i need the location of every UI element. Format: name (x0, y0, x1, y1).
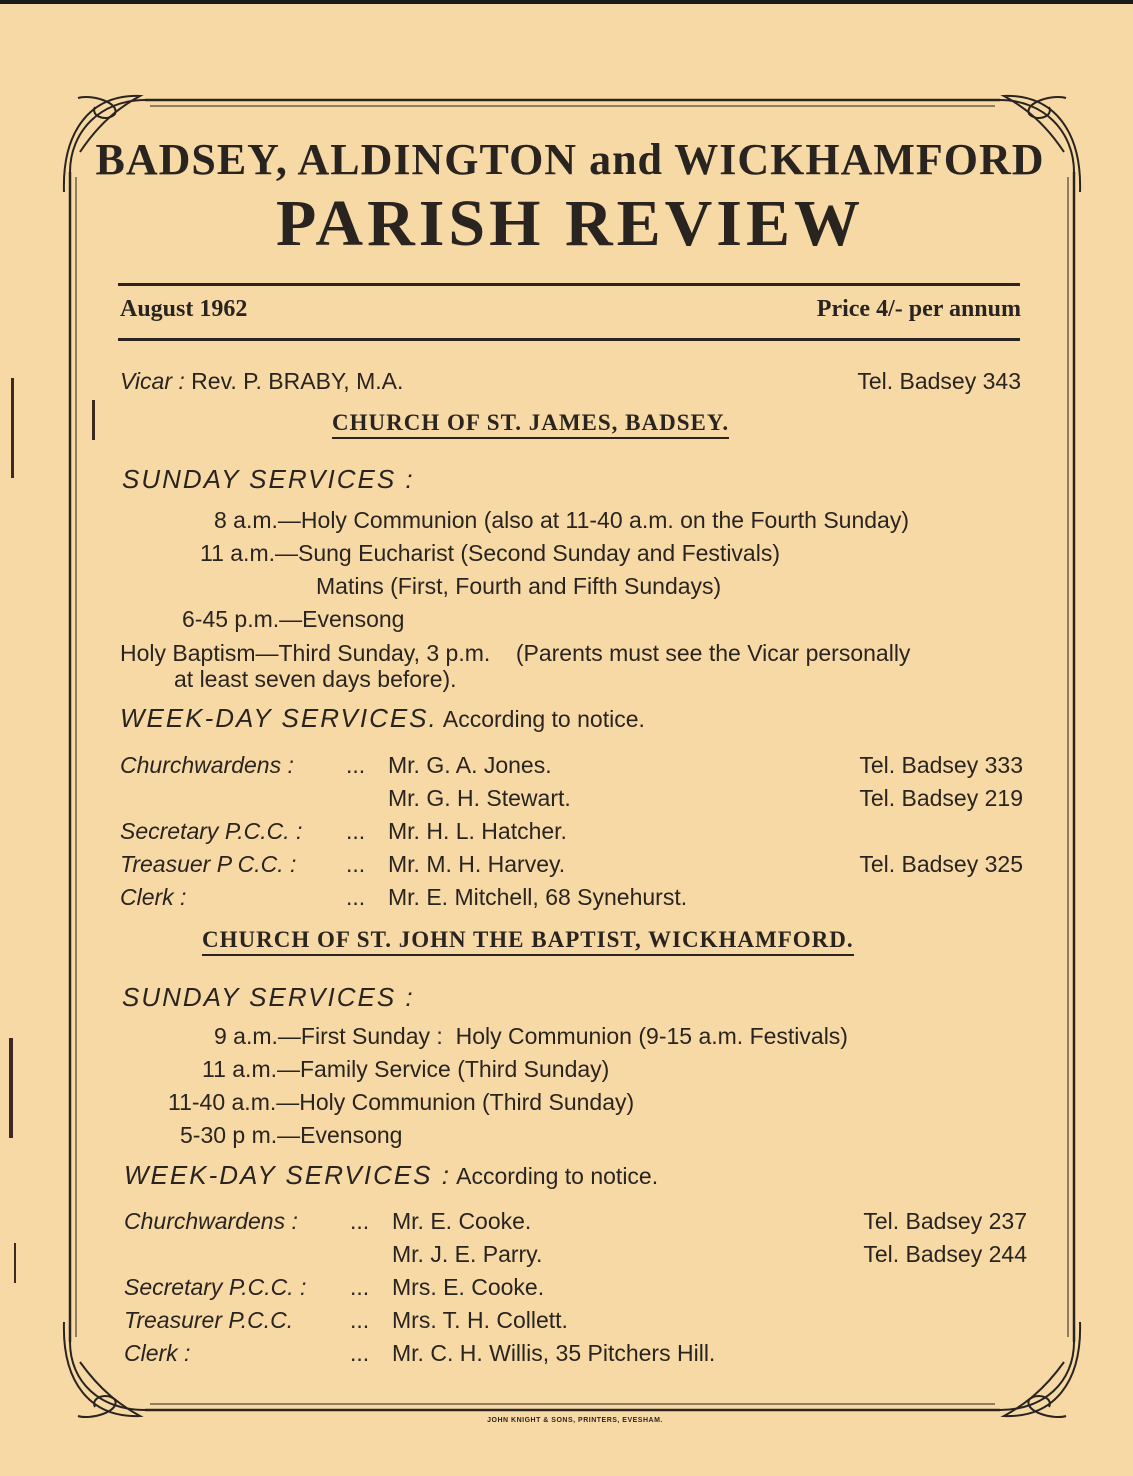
badsey-officer-name: Mr. G. H. Stewart. (388, 785, 571, 811)
badsey-officer-role: Secretary P.C.C. : (120, 818, 303, 844)
wickhamford-officer-name: Mr. C. H. Willis, 35 Pitchers Hill. (392, 1340, 716, 1366)
badsey-church-heading: CHURCH OF ST. JAMES, BADSEY. (332, 410, 729, 439)
badsey-sunday-label: SUNDAY SERVICES : (122, 464, 415, 494)
wickhamford-officer-dots: ... (350, 1340, 370, 1366)
badsey-weekday-text: According to notice. (442, 706, 645, 732)
wickhamford-service-4: 5-30 p m.—Evensong (180, 1122, 403, 1148)
wickhamford-officer-dots: ... (350, 1208, 370, 1234)
badsey-officer-dots: ... (346, 818, 366, 844)
badsey-officer-role: Churchwardens : (120, 752, 294, 778)
badsey-officer-role: Treasuer P C.C. : (120, 851, 297, 877)
badsey-officer-name: Mr. G. A. Jones. (388, 752, 552, 778)
badsey-officer-tel: Tel. Badsey 333 (859, 752, 1023, 778)
badsey-officer-dots: ... (346, 884, 366, 910)
badsey-officer-role: Clerk : (120, 884, 187, 910)
badsey-service-4: 6-45 p.m.—Evensong (182, 606, 405, 632)
badsey-baptism-line2: at least seven days before). (174, 666, 457, 692)
masthead-title-line2: PARISH REVIEW (275, 187, 865, 260)
badsey-baptism-line1: Holy Baptism—Third Sunday, 3 p.m. (Parents must see the Vicar personally (120, 640, 911, 666)
badsey-weekday-label: WEEK-DAY SERVICES. (120, 703, 438, 733)
wickhamford-officer-role: Clerk : (124, 1340, 191, 1366)
wickhamford-service-2: 11 a.m.—Family Service (Third Sunday) (202, 1056, 610, 1082)
wickhamford-officer-tel: Tel. Badsey 244 (863, 1241, 1027, 1267)
badsey-officer-tel: Tel. Badsey 325 (859, 851, 1023, 877)
wickhamford-officer-dots: ... (350, 1274, 370, 1300)
badsey-service-3: Matins (First, Fourth and Fifth Sundays) (316, 573, 722, 599)
badsey-officer-name: Mr. E. Mitchell, 68 Synehurst. (388, 884, 688, 910)
vicar-name: Rev. P. BRABY, M.A. (191, 368, 404, 394)
vicar-line (120, 368, 403, 395)
wickhamford-officer-name: Mrs. T. H. Collett. (392, 1307, 568, 1333)
page-top-edge (0, 0, 1133, 4)
wickhamford-officer-name: Mr. E. Cooke. (392, 1208, 532, 1234)
wickhamford-officer-role: Churchwardens : (124, 1208, 298, 1234)
badsey-officer-dots: ... (346, 851, 366, 877)
masthead-title-line1: BADSEY, ALDINGTON and WICKHAMFORD (95, 135, 1045, 184)
wickhamford-officer-role: Secretary P.C.C. : (124, 1274, 307, 1300)
divider-bottom (118, 338, 1020, 341)
vicar-tel: Tel. Badsey 343 (857, 368, 1021, 394)
wickhamford-officer-tel: Tel. Badsey 237 (863, 1208, 1027, 1234)
wickhamford-officer-role: Treasurer P.C.C. (124, 1307, 294, 1333)
issue-price: Price 4/- per annum (816, 296, 1021, 322)
wickhamford-service-3: 11-40 a.m.—Holy Communion (Third Sunday) (168, 1089, 635, 1115)
issue-date: August 1962 (120, 296, 248, 322)
divider-top (118, 283, 1020, 286)
badsey-officer-name: Mr. M. H. Harvey. (388, 851, 566, 877)
wickhamford-officer-name: Mrs. E. Cooke. (392, 1274, 545, 1300)
printer-imprint: JOHN KNIGHT & SONS, PRINTERS, EVESHAM. (487, 1417, 663, 1424)
badsey-officer-dots: ... (346, 752, 366, 778)
wickhamford-weekday-label: WEEK-DAY SERVICES : (124, 1160, 451, 1190)
wickhamford-service-1: 9 a.m.—First Sunday : Holy Communion (9-15 a.m. Festivals) (214, 1023, 848, 1049)
wickhamford-church-heading: CHURCH OF ST. JOHN THE BAPTIST, WICKHAMFORD. (202, 927, 854, 956)
badsey-service-1: 8 a.m.—Holy Communion (also at 11-40 a.m. on the Fourth Sunday) (214, 507, 910, 533)
binding-mark (9, 1038, 13, 1138)
badsey-service-2: 11 a.m.—Sung Eucharist (Second Sunday and Festivals) (200, 540, 780, 566)
binding-mark (92, 400, 95, 440)
wickhamford-officer-name: Mr. J. E. Parry. (392, 1241, 543, 1267)
vicar-label: Vicar : (120, 368, 185, 394)
wickhamford-sunday-label: SUNDAY SERVICES : (122, 982, 415, 1012)
badsey-officer-name: Mr. H. L. Hatcher. (388, 818, 567, 844)
wickhamford-weekday-line (124, 1160, 658, 1191)
badsey-weekday-line (120, 703, 645, 734)
binding-mark (14, 1243, 16, 1283)
binding-mark (11, 378, 14, 478)
wickhamford-officer-dots: ... (350, 1307, 370, 1333)
badsey-officer-tel: Tel. Badsey 219 (859, 785, 1023, 811)
wickhamford-weekday-text: According to notice. (456, 1163, 659, 1189)
